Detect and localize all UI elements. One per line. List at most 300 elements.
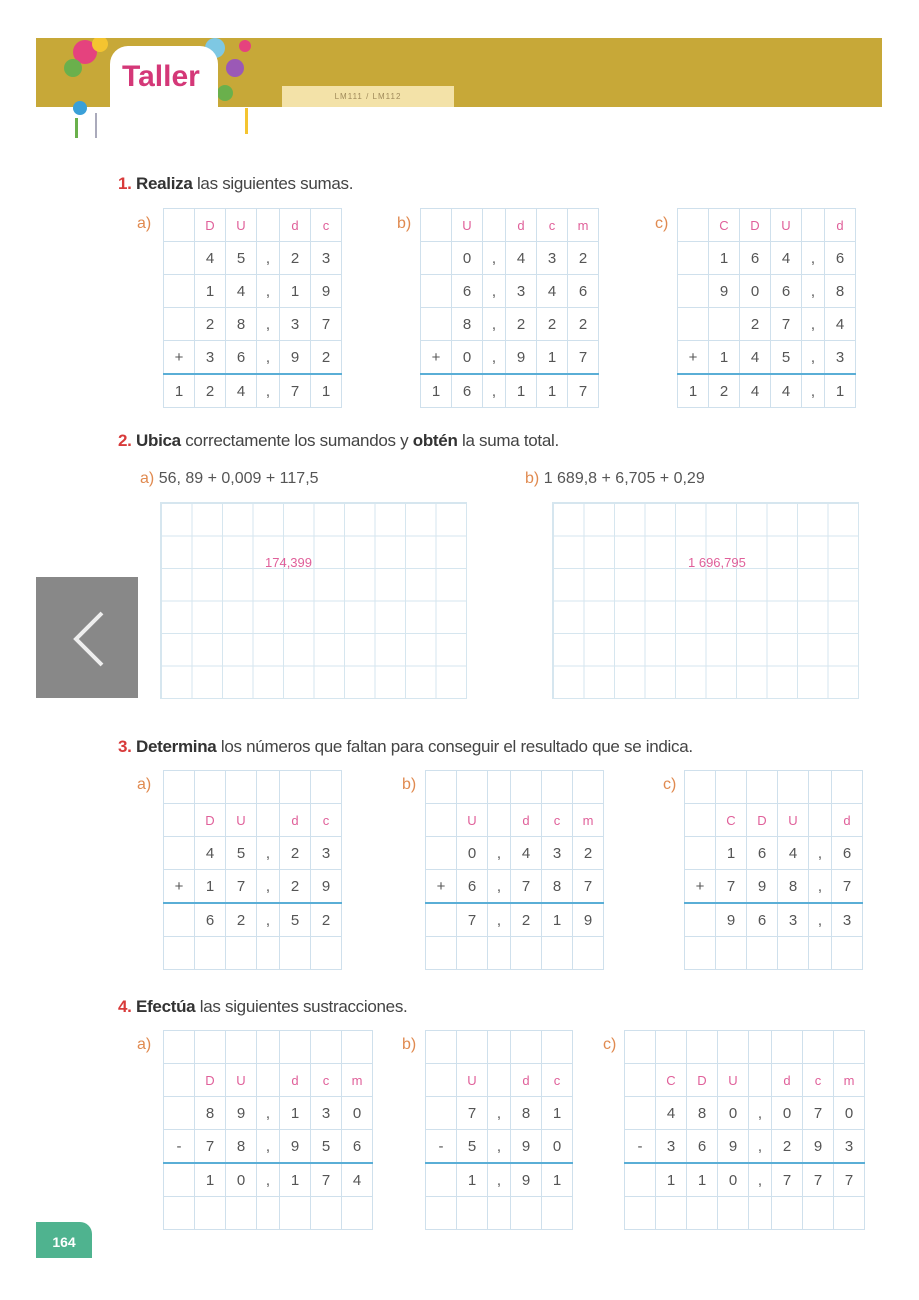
grid-cell [488, 937, 511, 970]
grid-cell: 7 [311, 1163, 342, 1197]
grid-cell [656, 1197, 687, 1230]
grid-cell: , [257, 1130, 280, 1164]
grid-cell: 3 [311, 242, 342, 275]
grid-cell: 9 [511, 1130, 542, 1164]
grid-cell: 3 [537, 242, 568, 275]
grid-row [164, 804, 342, 837]
grid-cell: 0 [542, 1130, 573, 1164]
q1-a-label: a) [137, 215, 152, 232]
grid-cell: , [483, 275, 506, 308]
grid-cell [687, 1197, 718, 1230]
grid-cell: U [457, 804, 488, 837]
grid-cell: 4 [342, 1163, 373, 1197]
grid-cell [832, 937, 863, 970]
grid-cell: 1 [164, 374, 195, 408]
grid-row [426, 804, 604, 837]
grid-row [685, 837, 863, 870]
grid-cell: 2 [280, 242, 311, 275]
grid-cell [656, 1031, 687, 1064]
grid-cell: 8 [452, 308, 483, 341]
q3-c-table [684, 770, 863, 970]
previous-page-button[interactable] [36, 577, 138, 698]
grid-cell [421, 308, 452, 341]
question-number: 3. [118, 737, 132, 756]
grid-cell [195, 771, 226, 804]
grid-cell: , [809, 837, 832, 870]
grid-row [678, 308, 856, 341]
grid-cell: 1 [195, 275, 226, 308]
grid-cell: 2 [740, 308, 771, 341]
grid-cell: 1 [195, 1163, 226, 1197]
grid-cell: 7 [803, 1163, 834, 1197]
q1-c-label: c) [655, 215, 669, 232]
grid-row [678, 209, 856, 242]
grid-cell: D [747, 804, 778, 837]
grid-cell: d [506, 209, 537, 242]
grid-cell: 9 [511, 1163, 542, 1197]
grid-cell [164, 1163, 195, 1197]
grid-cell: U [457, 1064, 488, 1097]
grid-cell [625, 1197, 656, 1230]
grid-cell [226, 1197, 257, 1230]
grid-cell: d [832, 804, 863, 837]
grid-cell: 2 [568, 308, 599, 341]
grid-cell [809, 804, 832, 837]
grid-cell: 2 [573, 837, 604, 870]
grid-cell: d [511, 1064, 542, 1097]
grid-cell [164, 903, 195, 937]
grid-cell: 6 [747, 837, 778, 870]
grid-cell: 0 [718, 1097, 749, 1130]
grid-cell [542, 771, 573, 804]
grid-cell: + [421, 341, 452, 375]
grid-row [426, 837, 604, 870]
grid-cell [749, 1031, 772, 1064]
grid-cell: , [809, 870, 832, 904]
grid-cell: U [778, 804, 809, 837]
grid-cell: C [656, 1064, 687, 1097]
grid-cell: 0 [226, 1163, 257, 1197]
grid-cell: 9 [709, 275, 740, 308]
grid-cell: 7 [573, 870, 604, 904]
grid-row [164, 1097, 373, 1130]
grid-cell: 7 [803, 1097, 834, 1130]
grid-cell: 8 [825, 275, 856, 308]
grid-cell: 5 [771, 341, 802, 375]
grid-cell [457, 1197, 488, 1230]
q3-b-table [425, 770, 604, 970]
grid-row [685, 937, 863, 970]
grid-cell: , [488, 1097, 511, 1130]
grid-row [164, 1064, 373, 1097]
q1-b-label: b) [397, 215, 412, 232]
grid-row [426, 1163, 573, 1197]
grid-cell: 7 [280, 374, 311, 408]
grid-row [426, 903, 604, 937]
grid-row [685, 903, 863, 937]
grid-row [421, 242, 599, 275]
grid-cell: 6 [771, 275, 802, 308]
grid-cell: , [257, 308, 280, 341]
grid-cell [426, 1197, 457, 1230]
question-verb: Efectúa [136, 997, 196, 1016]
grid-cell: m [834, 1064, 865, 1097]
page-title: Taller [122, 60, 200, 93]
grid-cell: 1 [825, 374, 856, 408]
grid-cell [311, 1031, 342, 1064]
grid-cell [226, 937, 257, 970]
q3-a-table [163, 770, 342, 970]
grid-cell [678, 209, 709, 242]
grid-cell [678, 242, 709, 275]
grid-cell: 2 [709, 374, 740, 408]
grid-cell [164, 837, 195, 870]
grid-row [421, 308, 599, 341]
grid-cell [834, 1197, 865, 1230]
q4-c-label: c) [603, 1036, 617, 1053]
grid-cell: 8 [511, 1097, 542, 1130]
grid-row [426, 937, 604, 970]
grid-row [426, 1031, 573, 1064]
grid-cell [426, 804, 457, 837]
grid-cell: 0 [834, 1097, 865, 1130]
grid-cell [573, 937, 604, 970]
grid-cell: 8 [195, 1097, 226, 1130]
grid-cell: 9 [506, 341, 537, 375]
grid-cell [511, 1197, 542, 1230]
question-number: 1. [118, 174, 132, 193]
grid-cell [457, 771, 488, 804]
grid-row [625, 1097, 865, 1130]
grid-cell [164, 804, 195, 837]
grid-row [426, 1197, 573, 1230]
grid-cell: , [257, 1163, 280, 1197]
grid-cell [421, 275, 452, 308]
grid-cell: 3 [280, 308, 311, 341]
grid-cell: D [687, 1064, 718, 1097]
grid-cell: 1 [716, 837, 747, 870]
grid-cell: 3 [195, 341, 226, 375]
grid-cell: , [749, 1097, 772, 1130]
grid-row [678, 242, 856, 275]
grid-row [164, 837, 342, 870]
grid-cell: 9 [226, 1097, 257, 1130]
question-4 [118, 997, 407, 1017]
grid-cell: , [483, 308, 506, 341]
grid-cell: 4 [771, 374, 802, 408]
grid-cell: 6 [568, 275, 599, 308]
grid-cell [257, 1064, 280, 1097]
grid-cell: 2 [280, 837, 311, 870]
grid-cell [678, 308, 709, 341]
grid-cell: 3 [656, 1130, 687, 1164]
grid-cell [573, 771, 604, 804]
grid-cell: 1 [506, 374, 537, 408]
grid-row [625, 1031, 865, 1064]
grid-cell: 2 [772, 1130, 803, 1164]
grid-row [164, 1130, 373, 1164]
grid-cell: 7 [568, 341, 599, 375]
q4-b-table [425, 1030, 573, 1230]
grid-cell: , [257, 341, 280, 375]
grid-cell: 1 [311, 374, 342, 408]
grid-cell: 6 [832, 837, 863, 870]
grid-cell: 7 [568, 374, 599, 408]
grid-cell [195, 1197, 226, 1230]
grid-cell [709, 308, 740, 341]
grid-cell: d [772, 1064, 803, 1097]
grid-cell [342, 1031, 373, 1064]
grid-cell: 2 [280, 870, 311, 904]
grid-cell: - [625, 1130, 656, 1164]
grid-cell: + [678, 341, 709, 375]
grid-row [421, 341, 599, 375]
grid-cell: C [709, 209, 740, 242]
grid-cell: 6 [342, 1130, 373, 1164]
grid-cell: , [809, 903, 832, 937]
question-text: la suma total. [457, 431, 559, 450]
grid-cell [511, 771, 542, 804]
grid-cell: 6 [687, 1130, 718, 1164]
grid-cell: 9 [280, 1130, 311, 1164]
grid-cell: , [488, 903, 511, 937]
grid-cell: 3 [825, 341, 856, 375]
question-number: 2. [118, 431, 132, 450]
grid-cell: 2 [537, 308, 568, 341]
q2-b-expression: b) 1 689,8 + 6,705 + 0,29 [525, 470, 705, 487]
question-3 [118, 737, 693, 757]
grid-cell [280, 771, 311, 804]
grid-cell: 8 [687, 1097, 718, 1130]
grid-cell: 1 [537, 374, 568, 408]
grid-cell: 2 [506, 308, 537, 341]
grid-cell: 4 [778, 837, 809, 870]
grid-row [678, 275, 856, 308]
grid-cell: 9 [747, 870, 778, 904]
grid-cell: 0 [452, 341, 483, 375]
grid-cell: 4 [825, 308, 856, 341]
question-verb: Determina [136, 737, 217, 756]
grid-cell [164, 1097, 195, 1130]
grid-cell: 1 [542, 1097, 573, 1130]
q1-c-table [677, 208, 856, 408]
grid-cell: 9 [803, 1130, 834, 1164]
grid-cell: 0 [457, 837, 488, 870]
grid-cell: m [573, 804, 604, 837]
question-text: las siguientes sustracciones. [195, 997, 408, 1016]
grid-cell: 1 [457, 1163, 488, 1197]
grid-cell [488, 1197, 511, 1230]
grid-row [164, 903, 342, 937]
q3-a-label: a) [137, 776, 152, 793]
grid-row [421, 275, 599, 308]
grid-cell: 0 [718, 1163, 749, 1197]
grid-cell [488, 1031, 511, 1064]
grid-cell: 5 [280, 903, 311, 937]
grid-cell [164, 275, 195, 308]
grid-cell: , [257, 275, 280, 308]
grid-row [426, 1097, 573, 1130]
grid-cell: , [749, 1163, 772, 1197]
grid-cell: , [488, 837, 511, 870]
grid-row [164, 341, 342, 375]
grid-cell: C [716, 804, 747, 837]
grid-cell [511, 937, 542, 970]
grid-cell: 6 [457, 870, 488, 904]
grid-cell [834, 1031, 865, 1064]
grid-cell: + [426, 870, 457, 904]
grid-row [685, 804, 863, 837]
page-number: 164 [36, 1222, 92, 1258]
grid-cell [747, 937, 778, 970]
q4-a-label: a) [137, 1036, 152, 1053]
grid-cell: d [280, 804, 311, 837]
question-text: los números que faltan para conseguir el resultado que se indica. [216, 737, 693, 756]
q4-c-table [624, 1030, 865, 1230]
grid-cell: 1 [280, 275, 311, 308]
grid-cell: , [802, 374, 825, 408]
grid-cell: , [483, 242, 506, 275]
grid-cell: , [802, 308, 825, 341]
grid-cell: + [685, 870, 716, 904]
grid-cell: 1 [678, 374, 709, 408]
grid-row [164, 242, 342, 275]
grid-cell: U [718, 1064, 749, 1097]
grid-cell: U [452, 209, 483, 242]
grid-cell [426, 771, 457, 804]
grid-cell: 1 [537, 341, 568, 375]
grid-cell: , [802, 341, 825, 375]
grid-cell: 9 [573, 903, 604, 937]
grid-cell: 7 [771, 308, 802, 341]
grid-cell: 3 [832, 903, 863, 937]
grid-cell [164, 1197, 195, 1230]
grid-cell: , [488, 1163, 511, 1197]
grid-cell [772, 1031, 803, 1064]
grid-cell [687, 1031, 718, 1064]
grid-row [421, 374, 599, 408]
grid-cell: U [226, 804, 257, 837]
grid-cell: 1 [195, 870, 226, 904]
question-1 [118, 174, 353, 194]
grid-cell: 3 [311, 1097, 342, 1130]
q2-a-grid [160, 502, 467, 699]
grid-row [426, 1064, 573, 1097]
grid-cell [280, 1031, 311, 1064]
q1-b-table [420, 208, 599, 408]
grid-cell: 3 [778, 903, 809, 937]
grid-row [625, 1197, 865, 1230]
grid-cell: 5 [226, 837, 257, 870]
grid-cell [164, 1031, 195, 1064]
grid-cell: U [226, 1064, 257, 1097]
grid-cell [488, 1064, 511, 1097]
grid-cell [421, 242, 452, 275]
grid-cell: 4 [537, 275, 568, 308]
grid-row [625, 1064, 865, 1097]
grid-cell [257, 1197, 280, 1230]
question-verb: Realiza [136, 174, 193, 193]
grid-cell [257, 937, 280, 970]
grid-cell: d [280, 1064, 311, 1097]
q1-a-table [163, 208, 342, 408]
grid-cell [718, 1031, 749, 1064]
grid-cell: m [342, 1064, 373, 1097]
grid-cell: 8 [226, 308, 257, 341]
grid-cell: 9 [311, 275, 342, 308]
grid-cell: 1 [709, 242, 740, 275]
grid-cell: 6 [226, 341, 257, 375]
grid-cell [457, 1031, 488, 1064]
grid-cell [488, 771, 511, 804]
grid-cell: 7 [195, 1130, 226, 1164]
grid-cell: 4 [656, 1097, 687, 1130]
grid-cell: , [257, 1097, 280, 1130]
grid-cell [257, 1031, 280, 1064]
question-text: correctamente los sumandos y [180, 431, 413, 450]
grid-cell [685, 837, 716, 870]
grid-cell: , [483, 341, 506, 375]
grid-cell [716, 937, 747, 970]
grid-cell: , [257, 837, 280, 870]
grid-row [678, 374, 856, 408]
grid-cell [226, 771, 257, 804]
grid-cell [311, 1197, 342, 1230]
chevron-left-icon [36, 577, 138, 698]
grid-row [685, 870, 863, 904]
grid-cell: 2 [311, 903, 342, 937]
q4-b-label: b) [402, 1036, 417, 1053]
question-number: 4. [118, 997, 132, 1016]
grid-cell: , [257, 242, 280, 275]
grid-cell: c [311, 804, 342, 837]
grid-row [625, 1163, 865, 1197]
grid-cell: c [542, 804, 573, 837]
grid-cell [164, 1064, 195, 1097]
grid-cell [772, 1197, 803, 1230]
grid-cell: 7 [226, 870, 257, 904]
grid-cell [511, 1031, 542, 1064]
grid-cell [625, 1064, 656, 1097]
grid-cell [625, 1163, 656, 1197]
grid-cell [685, 937, 716, 970]
grid-cell [426, 1163, 457, 1197]
grid-row [426, 870, 604, 904]
grid-cell: 4 [511, 837, 542, 870]
grid-cell [426, 1031, 457, 1064]
grid-cell: + [164, 870, 195, 904]
grid-cell: 7 [716, 870, 747, 904]
grid-cell [426, 837, 457, 870]
grid-cell [625, 1031, 656, 1064]
grid-row [164, 771, 342, 804]
grid-cell: D [740, 209, 771, 242]
grid-cell: 7 [834, 1163, 865, 1197]
grid-row [164, 209, 342, 242]
grid-cell: 2 [195, 308, 226, 341]
grid-cell [809, 937, 832, 970]
grid-cell [747, 771, 778, 804]
grid-cell [749, 1197, 772, 1230]
grid-cell [195, 937, 226, 970]
grid-cell [685, 903, 716, 937]
grid-cell: U [771, 209, 802, 242]
grid-cell: c [803, 1064, 834, 1097]
grid-cell [685, 771, 716, 804]
grid-cell: 6 [825, 242, 856, 275]
grid-cell: 7 [457, 1097, 488, 1130]
grid-cell: + [164, 341, 195, 375]
